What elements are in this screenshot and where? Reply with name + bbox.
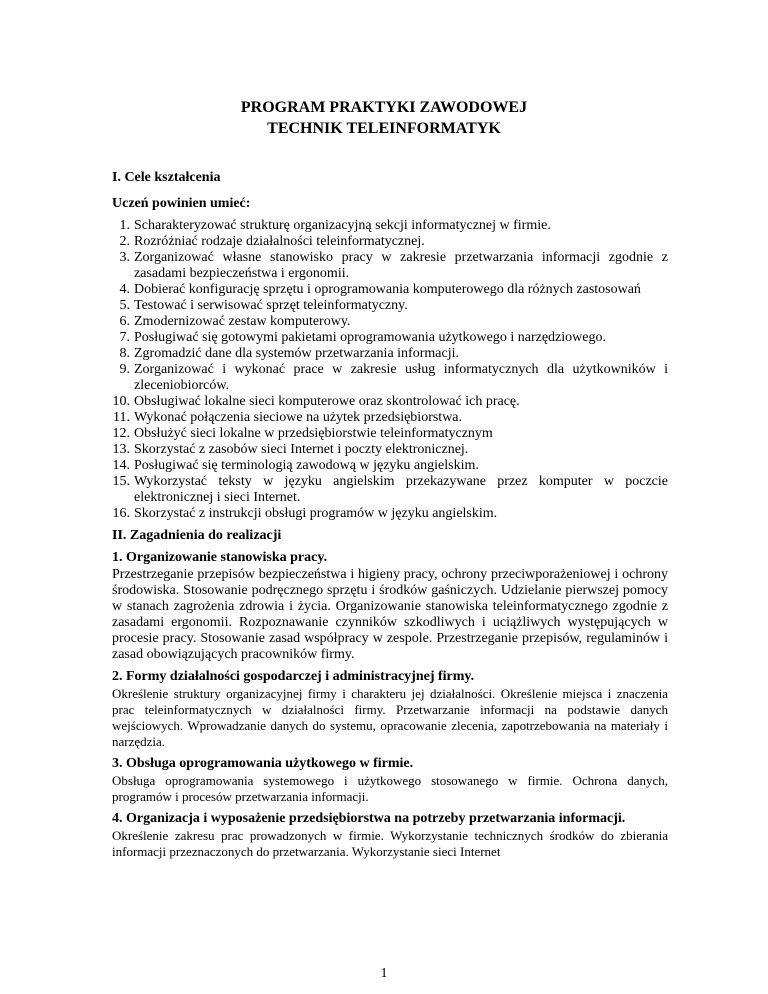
goals-list [112,218,668,522]
goal-number: 1. [119,218,130,233]
page-number: 1 [380,966,388,981]
document-body [112,170,668,866]
goal-item [112,234,668,250]
goal-number: 15. [112,474,130,489]
topic-3 [112,756,668,805]
goal-item [112,314,668,330]
goal-text: Wykonać połączenia sieciowe na użytek przedsiębiorstwa. [134,410,463,425]
topic-heading: 3. Obsługa oprogramowania użytkowego w firmie. [112,756,414,771]
goal-item [112,298,668,314]
topic-body: Przestrzeganie przepisów bezpieczeństwa i higieny pracy, ochrony przeciwporażeniowej i ochrony środowiska. Stosowanie podręcznego sprzętu i środków gaśniczych. Udzielanie pierwszej pomocy w stanach zagrożenia zdrowia i życia. Organizowanie stanowiska teleinformatycznego zgodnie z zasadami ergonomii. Rozpoznawanie czynników szkodliwych i uciążliwych występujących w procesie pracy. Stosowanie zasad współpracy w zespole. Przestrzeganie przepisów, regulaminów i zasad obowiązujących pracowników firmy. [112,567,668,662]
goal-text: Wykorzystać teksty w języku angielskim przekazywane przez komputer w poczcie elektronicznej i sieci Internet. [134,474,668,505]
goal-number: 14. [112,458,130,473]
goal-text: Skorzystać z zasobów sieci Internet i poczty elektronicznej. [134,442,469,457]
goal-item [112,410,668,426]
goal-number: 13. [112,442,130,457]
goal-text: Zorganizować i wykonać prace w zakresie usług informatycznych dla użytkowników i zleceniobiorców. [134,362,668,393]
goal-text: Zmodernizować zestaw komputerowy. [134,314,351,329]
goal-item [112,346,668,362]
goal-text: Testować i serwisować sprzęt teleinformatyczny. [134,298,408,313]
goal-number: 3. [119,250,130,265]
topic-heading: 2. Formy działalności gospodarczej i administracyjnej firmy. [112,669,475,684]
goal-text: Zgromadzić dane dla systemów przetwarzania informacji. [134,346,459,361]
goal-number: 7. [119,330,130,345]
goal-number: 9. [119,362,130,377]
goal-text: Scharakteryzować strukturę organizacyjną sekcji informatycznej w firmie. [134,218,551,233]
goal-item [112,282,668,298]
goal-item [112,218,668,234]
topic-4 [112,811,668,860]
topic-body: Obsługa oprogramowania systemowego i użytkowego stosowanego w firmie. Ochrona danych, programów i procesów przetwarzania informacji. [112,773,668,804]
goal-number: 11. [113,410,130,425]
goal-item [112,474,668,506]
goal-text: Skorzystać z instrukcji obsługi programów w języku angielskim. [134,506,498,521]
goal-item [112,506,668,522]
document-title [0,97,768,139]
goal-number: 8. [119,346,130,361]
topic-1 [112,550,668,663]
goal-text: Obsłużyć sieci lokalne w przedsiębiorstwie teleinformatycznym [134,426,493,441]
topic-body: Określenie struktury organizacyjnej firmy i charakteru jej działalności. Określenie miejsca i znaczenia prac teleinformatycznych w działalności firmy. Przetwarzanie informacji na podstawie danych wejściowych. Wprowadzanie danych do systemu, opracowanie zlecenia, zapotrzebowania na materiały i narzędzia. [112,686,668,749]
learning-outcomes-heading: Uczeń powinien umieć: [112,196,251,211]
goal-item [112,362,668,394]
goal-number: 5. [119,298,130,313]
goal-number: 12. [112,426,130,441]
section-2-heading: II. Zagadnienia do realizacji [112,528,282,543]
goal-text: Dobierać konfigurację sprzętu i oprogramowania komputerowego dla różnych zastosowań [134,282,641,297]
goal-item [112,250,668,282]
goal-number: 16. [112,506,130,521]
goal-text: Zorganizować własne stanowisko pracy w zakresie przetwarzania informacji zgodnie z zasadami bezpieczeństwa i ergonomii. [134,250,668,281]
goal-number: 2. [119,234,130,249]
title-line-2: TECHNIK TELEINFORMATYK [267,120,501,137]
goal-item [112,426,668,442]
goal-number: 4. [119,282,130,297]
title-line-1: PROGRAM PRAKTYKI ZAWODOWEJ [240,99,528,116]
goal-text: Posługiwać się gotowymi pakietami oprogramowania użytkowego i narzędziowego. [134,330,606,345]
goal-number: 10. [112,394,130,409]
goal-item [112,394,668,410]
topic-heading: 1. Organizowanie stanowiska pracy. [112,550,328,565]
topic-heading: 4. Organizacja i wyposażenie przedsiębiorstwa na potrzeby przetwarzania informacji. [112,811,626,826]
topic-body: Określenie zakresu prac prowadzonych w firmie. Wykorzystanie technicznych środków do zbierania informacji przeznaczonych do przetwarzania. Wykorzystanie sieci Internet [112,828,668,859]
goal-text: Obsługiwać lokalne sieci komputerowe oraz skontrolować ich pracę. [134,394,520,409]
goal-item [112,458,668,474]
topic-2 [112,669,668,750]
goal-item [112,442,668,458]
goal-text: Posługiwać się terminologią zawodową w języku angielskim. [134,458,479,473]
goal-number: 6. [119,314,130,329]
goal-text: Rozróżniać rodzaje działalności teleinformatycznej. [134,234,425,249]
section-1-heading: I. Cele kształcenia [112,170,221,185]
goal-item [112,330,668,346]
